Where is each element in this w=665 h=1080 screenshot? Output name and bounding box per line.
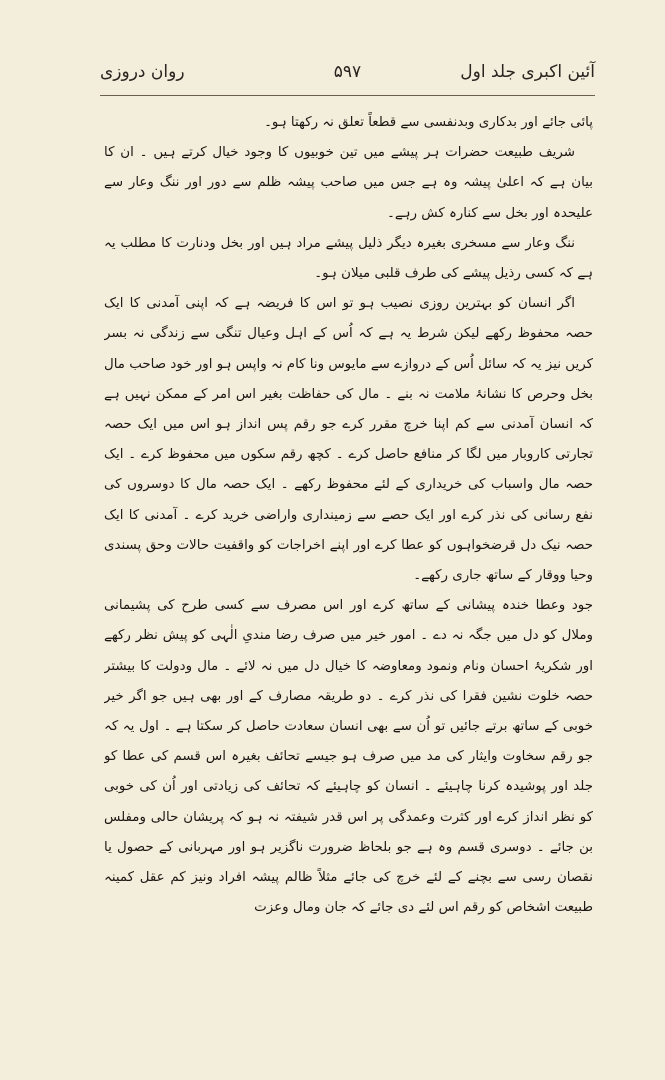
page-number: ۵۹۷ [333,62,362,82]
page-body [104,108,593,1020]
header-rule [100,95,595,96]
paragraph-2: شریف طبیعت حضرات ہر پیشے میں تین خوبیوں کا وجود خیال کرتے ہیں ۔ ان کا بیان ہے کہ اعلیٰ پیشہ وہ ہے جس میں صاحب پیشہ ظلم سے دور اور ننگ وعار سے علیحدہ اور بخل سے کنارہ کش رہے۔ [104,145,593,221]
paragraph-5: جود وعطا خندہ پیشانی کے ساتھ کرے اور اس مصرف سے کسی طرح کی پشیمانی وملال کو دل میں جگہ نہ دے ۔ امور خیر میں صرف رضا مندیِ الٰہی کو پیش نظر رکھے اور شکریۂ احسان ونام ونمود ومعاوضہ کا خیال دل میں نہ لائے ۔ مال ودولت کا بیشتر حصہ خلوت نشین فقرا کی نذر کرے ۔ دو طریقہ مصارف کے اور بھی ہیں جو اگر خیر خوبی کے ساتھ برتے جائیں تو اُن سے بھی انسان سعادت حاصل کر سکتا ہے ۔ اول یہ کہ جو رقم سخاوت وایثار کی مد میں صرف ہو جیسے تحائف بغیرہ اس قسم کی عطا کو جلد اور پوشیدہ کرنا چاہیئے ۔ انسان کو چاہیئے کہ تحائف کی زیادتی اور اُن کی خوبی کو نظر انداز کرے اور کثرت وعمدگی پر اس قدر شیفتہ نہ ہو کہ پریشان حالی ومفلس بن جائے ۔ دوسری قسم وہ ہے جو بلحاظ ضرورت ناگزیر ہو اور مہربانی کے حصول یا نقصان رسی سے بچنے کے لئے خرچ کی جائے مثلاً ظالم پیشہ افراد ونیز کم عقل کمینہ طبیعت اشخاص کو رقم اس لئے دی جائے کہ جان ومال وعزت [104,598,593,916]
paragraph-1: پائی جائے اور بدکاری وبدنفسی سے قطعاً تعلق نہ رکھتا ہو۔ [264,115,593,130]
paragraph-4: اگر انسان کو بہترین روزی نصیب ہو تو اس کا فریضہ ہے کہ اپنی آمدنی کا ایک حصہ محفوظ رکھے لیکن شرط یہ ہے کہ اُس کے اہل وعیال تنگی سے زندگی نہ بسر کریں نیز یہ کہ سائل اُس کے دروازے سے مایوس ونا کام نہ واپس ہو اور خود صاحب مال بخل وحرص کا نشانۂ ملامت نہ بنے ۔ مال کی حفاظت بغیر اس امر کے ممکن نہیں ہے کہ انسان آمدنی سے کم اپنا خرچ مقرر کرے جو رقم پس انداز ہو اس میں ایک حصہ تجارتی کاروبار میں لگا کر منافع حاصل کرے ۔ کچھ رقم سکوں میں محفوظ کرے ۔ ایک حصہ مال واسباب کی خریداری کے لئے محفوظ رکھے ۔ ایک حصہ مال کا دوسروں کی نفع رسانی کی نذر کرے اور ایک حصے سے زمینداری واراضی خرید کرے ۔ آمدنی کا ایک حصہ نیک دل قرضخواہوں کو عطا کرے اور اپنے اخراجات کو واقفیت حالات وحق پسندی وحیا ووقار کے ساتھ جاری رکھے۔ [104,296,593,584]
paragraph-3: ننگ وعار سے مسخری بغیرہ دیگر ذلیل پیشے مراد ہیں اور بخل ودنارت کا مطلب یہ ہے کہ کسی رذیل پیشے کی طرف قلبی میلان ہو۔ [104,235,593,282]
page-header [100,58,595,90]
running-title: روان دروزی [100,62,185,82]
book-title: آئین اکبری جلد اول [460,62,595,82]
